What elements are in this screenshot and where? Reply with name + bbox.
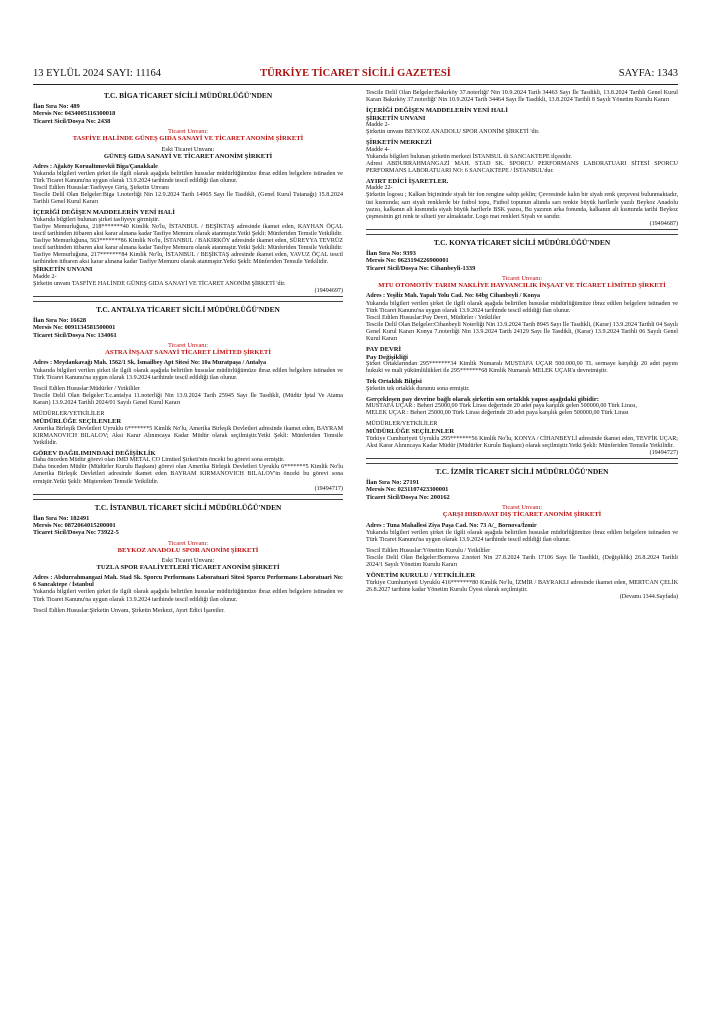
section-heading: MÜDÜRLÜĞE SEÇİLENLER (366, 428, 455, 436)
subheading: MÜDÜRLER/YETKİLİLER (33, 411, 105, 418)
section-heading: YÖNETİM KURULU / YETKİLİLER (366, 572, 476, 580)
paragraph: Daha önceden Müdür görevi olan IMD METAL CO Limited Şirketi'nin önceki bu görevi sona ermiştir. (33, 457, 285, 464)
sicil-no: Ticaret Sicil/Dosya No: 2438 (33, 117, 111, 125)
paragraph: Madde 4- (366, 146, 390, 153)
ilan-no: İlan Sıra No: 16628 (33, 316, 87, 324)
notice-title: T.C. İSTANBUL TİCARET SİCİLİ MÜDÜRLÜĞÜ'NDEN (94, 502, 282, 512)
paragraph: Adresi ABDURRAHMANGAZİ MAH. STAD SK. SPORCU PERFORMANS LABORATUARI SİTESİ SPORCU PERFORMANS LABORATUARI NO: 6 SANCAKTEPE / İSTANBUL'dur. (366, 160, 678, 174)
ilan-no: İlan Sıra No: 9393 (366, 249, 416, 257)
sicil-no: Ticaret Sicil/Dosya No: Cihanbeyli-1339 (366, 264, 476, 272)
notice-istanbul (33, 499, 343, 617)
company-name: MTU OTOMOTİV TARIM NAKLİYE HAYVANCILIK İNŞAAT VE TİCARET LİMİTED ŞİRKETİ (378, 282, 666, 290)
sicil-no: Ticaret Sicil/Dosya No: 73922-5 (33, 529, 119, 537)
section-heading: Tek Ortaklık Bilgisi (366, 378, 422, 386)
old-company-name: TUZLA SPOR FAALİYETLERİ TİCARET ANONİM ŞİRKETİ (96, 564, 280, 572)
notice-title: T.C. BİGA TİCARET SİCİLİ MÜDÜRLÜĞÜ'NDEN (103, 91, 273, 100)
header-rule (33, 84, 678, 85)
paragraph: Tescil Edilen Hususlar:Pay Devri, Müdürler / Yetkililer (366, 314, 501, 321)
section-heading: İÇERİĞİ DEĞİŞEN MADDELERİN YENİ HALİ (33, 209, 175, 217)
notice-antalya (33, 301, 343, 495)
section-heading: PAY DEVRİ (366, 346, 402, 354)
right-column (366, 88, 678, 606)
section-heading: AYIRT EDİCİ İŞARETLER. (366, 177, 449, 185)
paragraph: Tasfiye Memurluğuna, 217*******84 Kimlik No'lu, İSTANBUL / BEŞİKTAŞ adresinde ikamet eden, YAVUZ ÖÇAL tescil tarihinden itibaren aksi karar alınana kadar Tasfiye Memuru olarak atanmıştır.Yetki Şekli: Münferiden Temsile Yetkilidir. (33, 252, 343, 266)
mersis-no: Mersis No: 0872064015200001 (33, 522, 116, 529)
address: Adres : Meydankavağı Mah. 1562/1 Sk. İsmailbey Apt Sitesi No: 10a Muratpaşa / Antalya (33, 360, 266, 367)
paragraph: Tescil Edilen Hususlar:Şirketin Unvanı, Şirketin Merkezi, Ayırt Edici İşaretler. (33, 607, 225, 614)
page-number: SAYFA: 1343 (618, 68, 678, 79)
section-heading: MÜDÜRLÜĞE SEÇİLENLER (33, 418, 122, 426)
section-heading: ŞİRKETİN UNVANI (33, 266, 93, 274)
old-unvan-heading: Eski Ticaret Unvanı: (161, 557, 215, 565)
old-company-name: GÜNEŞ GIDA SANAYİ VE TİCARET ANONİM ŞİRKETİ (103, 152, 273, 160)
paragraph: Tescile Delil Olan Belgeler:Cihanbeyli Noterliği Nin 13.9.2024 Tarih 8945 Sayı İle Tasdikli, (Karar) 13.9.2024 Tarihli 04 Sayılı Genel Kurul Kararı Konya 7.noterliği Nin 13.9.2024 Tarih 24129 Sayı İle Tasdikli, (Karar) 13.9.2024 Tarihli 06 Sayılı Genel Kurul Kararı (366, 321, 678, 343)
issue-date: 13 EYLÜL 2024 SAYI: 11164 (33, 68, 161, 79)
address: Adres : Abdurrahmangazi Mah. Stad Sk. Sporcu Performans Laboratuari Sitesi Sporcu Performans Laboratuari No: 6 Sancaktepe / İstanbul (33, 575, 343, 589)
section-heading: Pay Değişikliği (366, 353, 408, 361)
paragraph: Yukarıda bilgileri bulunan şirketin merkezi İSTANBUL ili SANCAKTEPE ilçesidir. (366, 153, 572, 160)
subheading: MÜDÜRLER/YETKİLİLER (366, 421, 438, 428)
notice-konya (366, 234, 678, 459)
gazette-header (33, 68, 678, 84)
paragraph: Tescile Delil Olan Belgeler:Bakırköy 37.noterliği' Nin 10.9.2024 Tarih 34463 Sayı İle Tasdikli, 13.8.2024 Tarihli Genel Kurul Kararı Bakırköy 37.noterliği' Nin 10.9.2024 Tarih 34464 Sayı İle Tasdikli, 13.8.2024 Tarihli 8 Sayılı Yönetim Kurulu Kararı (366, 90, 678, 104)
ilan-no: İlan Sıra No: 489 (33, 103, 80, 110)
paragraph: Yukarıda bilgileri verilen şirket ile ilgili olarak aşağıda belirtilen hususlar müdürlüğümüze ibraz edilen belgelere istinaden ve Türk Ticaret Kanunu'na uygun olarak 13.9.2024 tarihinde tescil edildiği ilan olunur. (33, 589, 343, 603)
unvan-heading: Ticaret Unvanı: (167, 539, 209, 547)
company-name: ÇARŞI HIRDAVAT DIŞ TİCARET ANONİM ŞİRKETİ (442, 511, 602, 519)
mersis-no: Mersis No: 0434005116300018 (33, 110, 116, 118)
paragraph: Şirketin unvanı TASFİYE HALİNDE GÜNEŞ GIDA SANAYİ VE TİCARET ANONİM ŞİRKETİ 'dir. (33, 280, 286, 287)
paragraph: Madde 22- (366, 185, 393, 192)
notice-number: (19494717) (314, 485, 343, 492)
paragraph: Yukarıda bilgileri verilen şirket ile ilgili olarak aşağıda belirtilen hususlar müdürlüğümüze ibraz edilen belgelere istinaden ve Türk Ticaret Kanunu'na uygun olarak 13.9.2024 tarihinde tescil edildiği ilan olunur. (366, 300, 678, 314)
notice-izmir (366, 463, 678, 602)
paragraph: MUSTAFA UÇAR : Beheri 25000,00 Türk Lirası değerinde 20 adet paya karşılık gelen 500000,00 Türk Lirası, (366, 403, 637, 410)
company-name: TASFİYE HALİNDE GÜNEŞ GIDA SANAYİ VE TİCARET ANONİM ŞİRKETİ (72, 135, 304, 143)
paragraph: Madde 2- (366, 122, 390, 128)
paragraph: Tescil Edilen Hususlar:Tasfiyeye Giriş, Şirketin Unvanı (33, 184, 169, 191)
notice-number: (19494697) (314, 287, 343, 294)
notice-title: T.C. ANTALYA TİCARET SİCİLİ MÜDÜRLÜĞÜ'NDEN (96, 304, 280, 314)
paragraph: Türkiye Cumhuriyeti Uyruklu 295*******56 Kimlik No'lu, KONYA / CİHANBEYLİ adresinde ikamet eden, TEVFİK UÇAR; Aksi Karar Alınıncaya Kadar Müdür (Müdürler Kurulu Başkanı) olarak seçilmiştir.Yetki Şekli: Münferiden Temsile Yetkilidir. (366, 435, 678, 449)
unvan-heading: Ticaret Unvanı: (501, 504, 543, 512)
company-name: ASTRA İNŞAAT SANAYİ TİCARET LİMİTED ŞİRKETİ (105, 349, 271, 357)
ilan-no: İlan Sıra No: 27191 (366, 478, 420, 486)
paragraph: Şirket Ortaklarından 295*******34 Kimlik Numaralı MUSTAFA UÇAR 500.000,00 TL sermaye karşılığı 20 adet payını hukuki ve mali yükümlülükleri ile 295*******68 Kimlik Numaralı MELEK UÇAR'a devretmiştir. (366, 360, 678, 375)
paragraph: Tescil Edilen Hususlar:Müdürler / Yetkililer (33, 385, 141, 392)
notice-number: (19494687) (649, 220, 678, 227)
section-heading: ŞİRKETİN UNVANI (366, 114, 426, 122)
ilan-no: İlan Sıra No: 182491 (33, 514, 90, 522)
section-heading: Gerçekleşen pay devrine bağlı olarak şirketin son ortaklık yapısı aşağıdaki gibidir: (366, 395, 599, 403)
gazette-title: TÜRKİYE TİCARET SİCİLİ GAZETESİ (260, 68, 451, 79)
notice-title: T.C. KONYA TİCARET SİCİLİ MÜDÜRLÜĞÜ'NDEN (433, 237, 611, 247)
mersis-no: Mersis No: 0091134581500001 (33, 324, 116, 332)
paragraph: Yukarıda bilgileri verilen şirket ile ilgili olarak aşağıda belirtilen hususlar müdürlüğümüze ibraz edilen belgelere istinaden ve Türk Ticaret Kanunu'na uygun olarak 13.9.2024 tarihinde tescil edildiği ilan olunur. (33, 367, 343, 381)
continued-note: (Devamı 1344.Sayfada) (619, 593, 678, 600)
unvan-heading: Ticaret Unvanı: (167, 342, 209, 350)
section-heading: ŞİRKETİN MERKEZİ (366, 139, 432, 147)
paragraph: Yukarıda bilgileri verilen şirket ile ilgili olarak aşağıda belirtilen hususlar müdürlüğümüze ibraz edilen belgelere istinaden ve Türk Ticaret Kanunu'na uygun olarak 13.9.2024 tarihinde tescil edildiği ilan olunur. (366, 529, 678, 543)
notice-istanbul-continued (366, 88, 678, 230)
paragraph: Tasfiye Memurluğuna, 218*******40 Kimlik No'lu, İSTANBUL / BEŞİKTAŞ adresinde ikamet eden, KAYHAN ÖÇAL tescil tarihinden itibaren aksi karar alınana kadar Tasfiye Memuru olarak atanmıştır.Yetki Şekli: Münferiden Temsile Yetkilidir. (33, 223, 343, 237)
company-name: BEYKOZ ANADOLU SPOR ANONİM ŞİRKETİ (117, 546, 259, 554)
paragraph: Yukarıda bilgileri bulunan şirket tasfiyeye girmiştir. (33, 216, 160, 223)
paragraph: Şirketin unvanı BEYKOZ ANADOLU SPOR ANONİM ŞİRKETİ 'dir. (366, 129, 540, 136)
paragraph: Tescile Delil Olan Belgeler:Biga 1.noterliği Nin 12.9.2024 Tarih 14965 Sayı İle Tasdikli, (Genel Kurul Tutanağı) 15.8.2024 Tarihli Genel Kurul Kararı (33, 192, 343, 206)
paragraph: Tescile Delil Olan Belgeler:Bornova 2.noteri Nin 27.8.2024 Tarih 17106 Sayı İle Tasdikli, (Değişiklik) 26.8.2024 Tarihli 2024/1 Sayılı Yönetim Kurulu Kararı (366, 554, 678, 568)
section-heading: İÇERİĞİ DEĞİŞEN MADDELERİN YENİ HALİ (366, 107, 508, 115)
notice-biga (33, 88, 343, 297)
notice-number: (19494727) (649, 449, 678, 456)
unvan-heading: Ticaret Unvanı: (167, 128, 209, 136)
paragraph: Tescile Delil Olan Belgeler:T.c.antalya 11.noterliği Nin 13.9.2024 Tarih 25945 Sayı İle Tasdikli, (Müdür İptal Ve Atama Kararı) 13.9.2024 Tarihli 2024/01 Sayılı Genel Kurul Kararı (33, 392, 343, 406)
mersis-no: Mersis No: 0231107423300001 (366, 486, 449, 494)
address: Adres : Tuna Mahallesi Ziya Paşa Cad. No: 73 A/_ Bornova/İzmir (366, 522, 537, 529)
sicil-no: Ticaret Sicil/Dosya No: 134061 (33, 331, 117, 339)
address: Adres : Yeşiliz Mah. Yapalı Yolu Cad. No: 64bg Cihanbeyli / Konya (366, 293, 541, 300)
old-unvan-heading: Eski Ticaret Unvanı: (161, 145, 215, 153)
section-heading: GÖREV DAĞILIMINDAKİ DEĞİŞİKLİK (33, 449, 156, 457)
paragraph: Türkiye Cumhuriyeti Uyruklu 416*******80 Kimlik No'lu, İZMİR / BAYRAKLI adresinde ikamet eden, MERTCAN ÇELİK 26.8.2027 tarihine kadar Yönetim Kurulu Üyesi olarak seçilmiştir. (366, 579, 678, 593)
paragraph: Şirketin tek ortaklık durumu sona ermiştir. (366, 385, 470, 392)
unvan-heading: Ticaret Unvanı: (501, 275, 543, 283)
paragraph: Şirketin logosu ; Kalkan biçiminde siyah bir fon rengine sahip şeklin; Çevresinde kalın bir siyah renk çerçevesi bulunmaktadır, üst kısmında; sarı siyah renklerde bir futbol topu, Futbol topunun altında sarı renkte büyük harflerle yazılı Beykoz Anadolu yazısı, kalkanın alt kısmında siyah büyük harflerle BSK yazısı, Bu yazının arka fonunda, kalkanın alt kısmında tarihi Beykoz çeşmesinin gri renk te silueti yer almaktadır. Logo mat renkleri Siyah ve sarıdır. (366, 192, 678, 220)
mersis-no: Mersis No: 0623194226900001 (366, 257, 449, 265)
paragraph: Madde 2- (33, 273, 57, 280)
paragraph: Tasfiye Memurluğuna, 563*******86 Kimlik No'lu, İSTANBUL / BAKIRKÖY adresinde ikamet eden, SÜREYYA TEVRÜZ tescil tarihinden itibaren aksi karar alınana kadar Tasfiye Memuru olarak atanmıştır.Yetki Şekli: Münferiden Temsile Yetkilidir. (33, 237, 343, 251)
paragraph: Daha önceden Müdür (Müdürler Kurulu Başkanı) görevi olan Amerika Birleşik Devletleri Uyruklu 6*******5 Kimlik No'lu Amerika Birleşik Devletleri adresinde ikamet eden BAYRAM KIRMANOVICH BILALOV'in önceki bu görevi sona ermiştir.Yetki Şekli: Müştereken Temsile Yetkilidir. (33, 464, 343, 485)
address: Adres : Ağaköy Korualtımevkii Biga/Çanakkale (33, 163, 158, 170)
paragraph: Amerika Birleşik Devletleri Uyruklu 6*******5 Kimlik No'lu, Amerika Birleşik Devletleri adresinde ikamet eden, BAYRAM KIRMANOVICH BILALOV; Aksi Karar Alınıncaya Kadar Müdür olarak seçilmiştir.Yetki Şekli: Münferiden Temsile Yetkilidir. (33, 425, 343, 446)
paragraph: Tescil Edilen Hususlar:Yönetim Kurulu / Yetkililer (366, 547, 491, 554)
sicil-no: Ticaret Sicil/Dosya No: 200162 (366, 493, 450, 501)
paragraph: Yukarıda bilgileri verilen şirket ile ilgili olarak aşağıda belirtilen hususlar müdürlüğümüze ibraz edilen belgelere istinaden ve Türk Ticaret Kanunu'na uygun olarak 13.9.2024 tarihinde tescil edildiği ilan olunur. (33, 170, 343, 184)
notice-title: T.C. İZMİR TİCARET SİCİLİ MÜDÜRLÜĞÜ'NDEN (435, 466, 609, 476)
left-column (33, 88, 343, 621)
paragraph: MELEK UÇAR : Beheri 25000,00 Türk Lirası değerinde 20 adet paya karşılık gelen 500000,00 Türk Lirası (366, 410, 629, 417)
